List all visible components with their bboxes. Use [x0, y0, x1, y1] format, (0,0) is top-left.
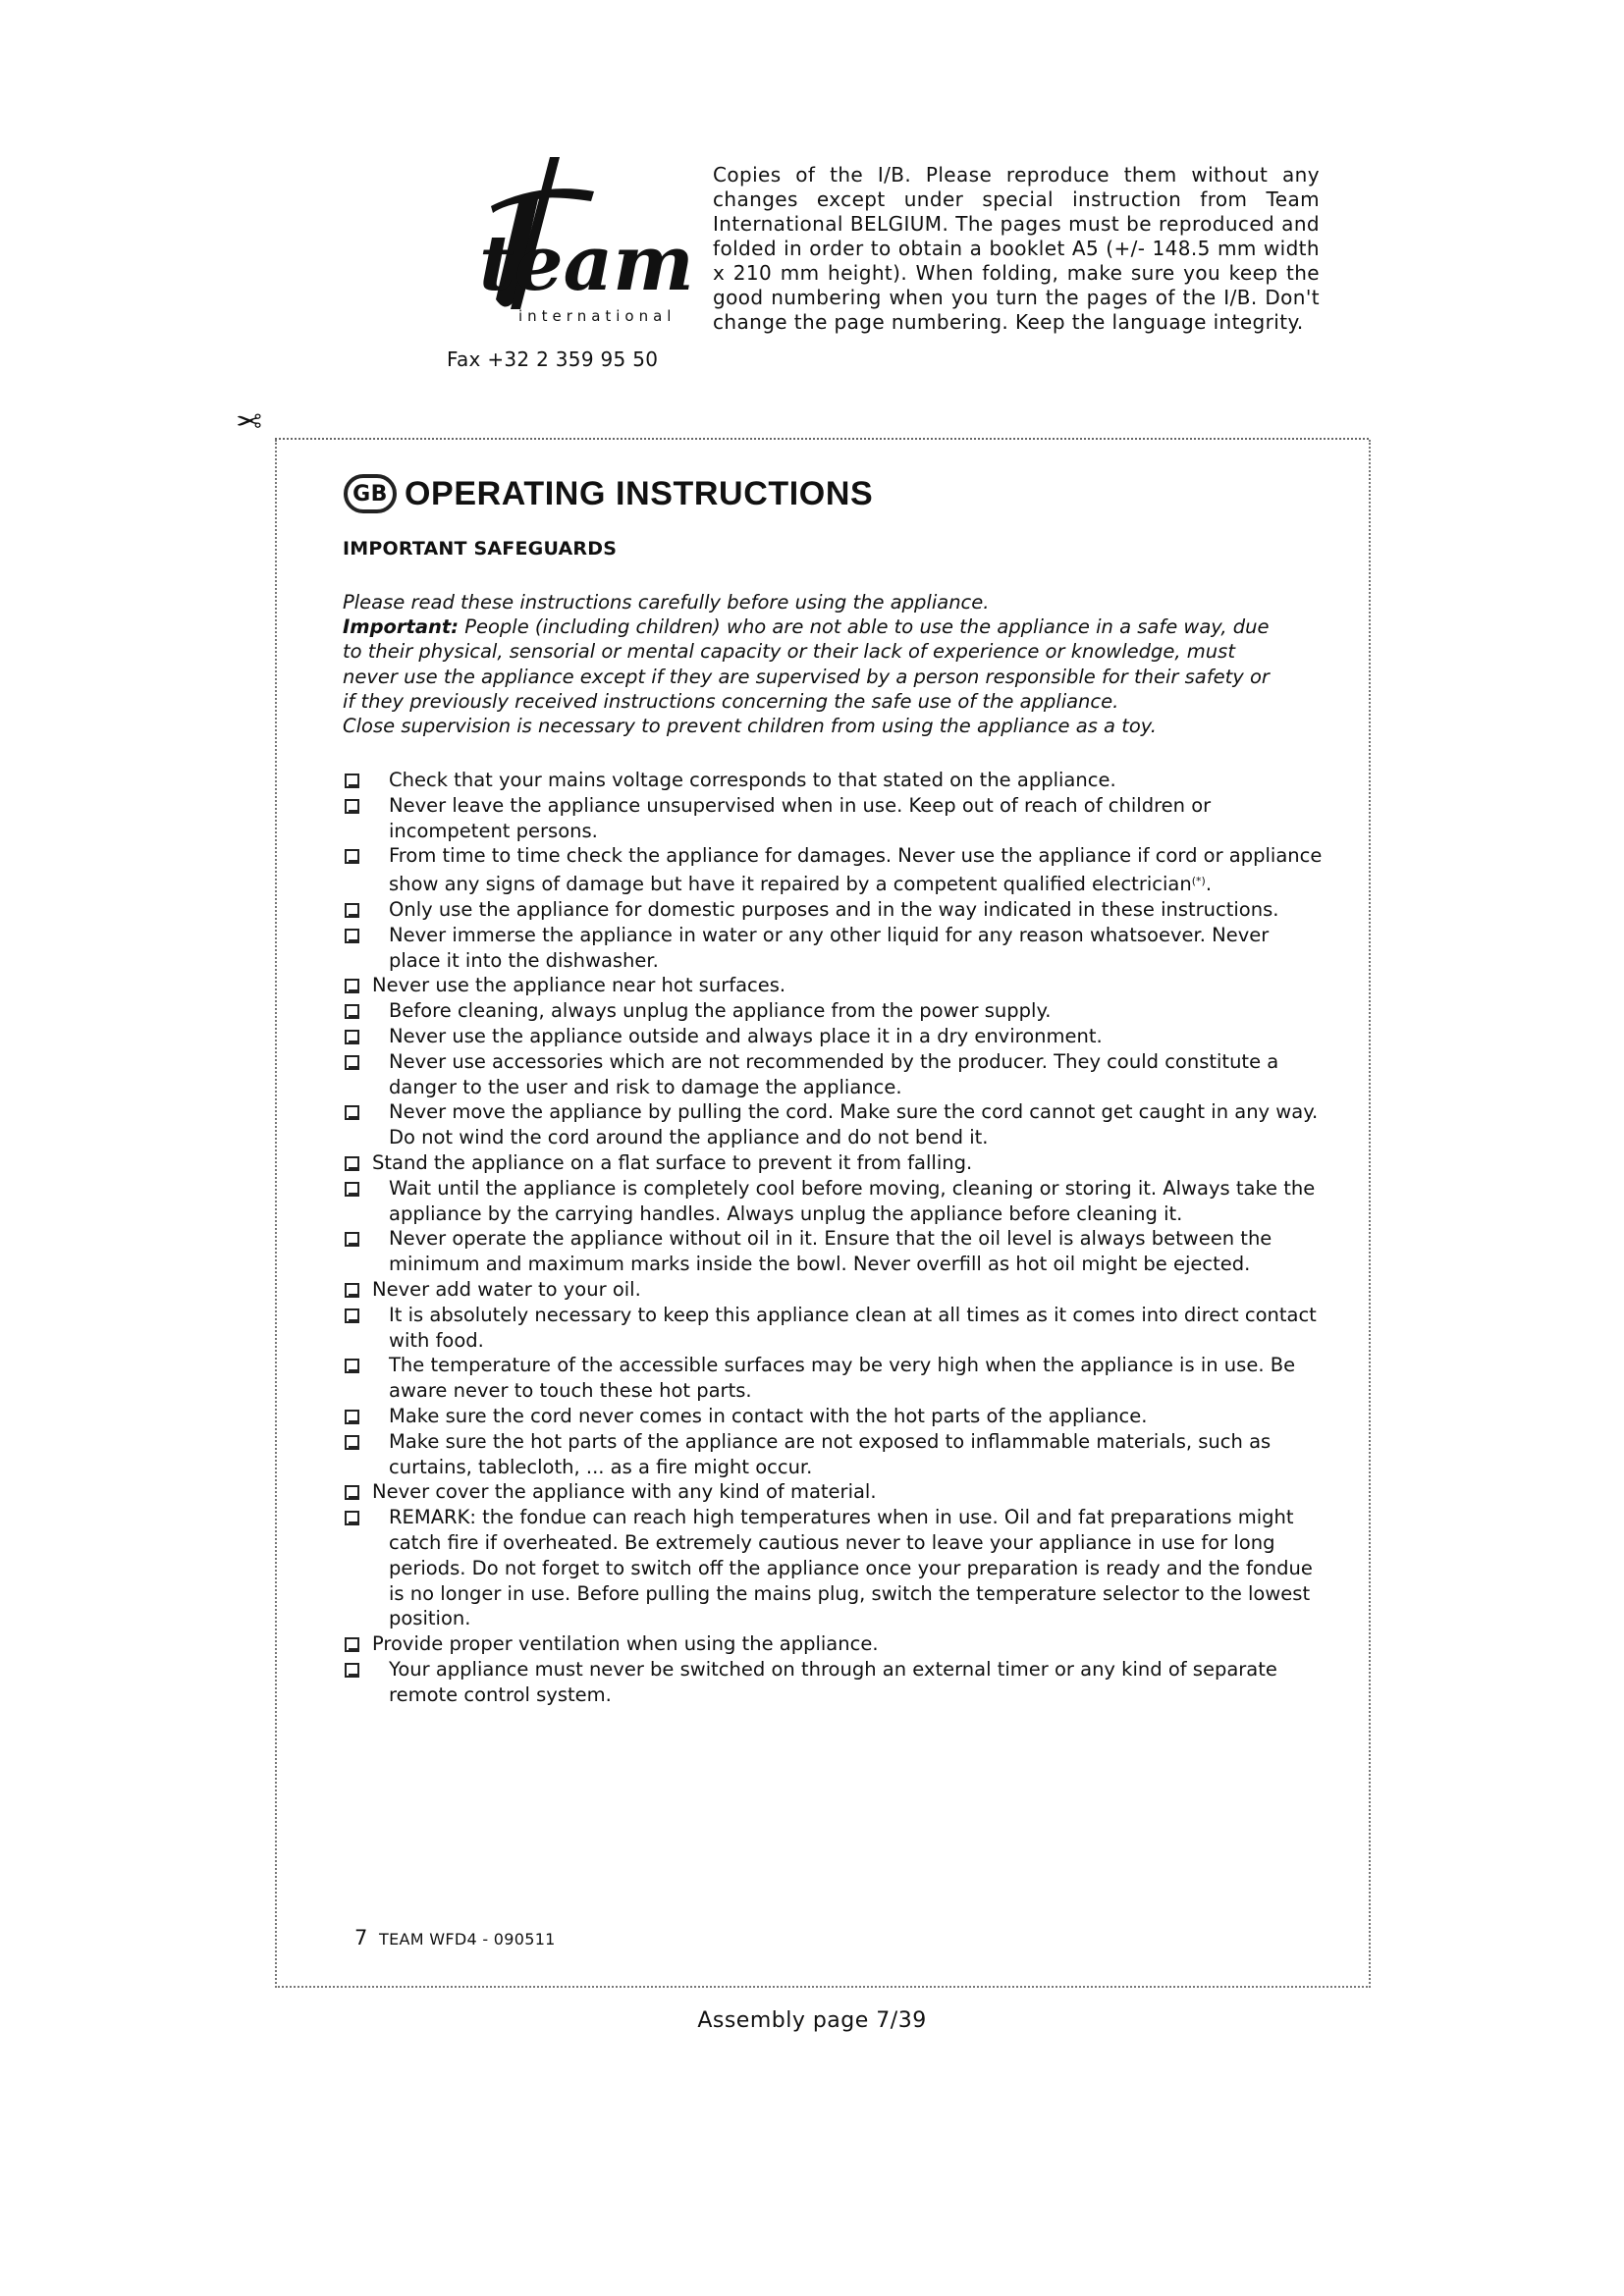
list-item: [343, 1505, 1325, 1631]
checkbox-bullet-icon: [345, 929, 359, 943]
list-item: [343, 998, 1325, 1024]
list-item: [343, 1429, 1325, 1480]
checkbox-bullet-icon: [345, 1232, 359, 1247]
checkbox-bullet-icon: [345, 1105, 359, 1120]
fax-number: Fax +32 2 359 95 50: [447, 347, 659, 371]
important-label: Important:: [343, 615, 460, 639]
list-item: [343, 1303, 1325, 1354]
list-item: [343, 973, 1325, 998]
logo-subtitle: international: [518, 307, 677, 325]
intro-text: [343, 590, 1275, 738]
list-item: [343, 1277, 1325, 1303]
list-item-text: Never cover the appliance with any kind of material.: [372, 1480, 877, 1504]
list-item: [343, 843, 1325, 897]
copies-note: Copies of the I/B. Please reproduce them without any changes except under special instruction from Team International BELGIUM. The pages must be reproduced and folded in order to obtain a booklet A5 (+/- 148.5 mm width x 210 mm height). When folding, make sure you keep the good numbering when you turn the pages of the I/B. Don't change the page numbering. Keep the language integrity.: [713, 163, 1320, 334]
list-item-text: Never add water to your oil.: [372, 1277, 641, 1301]
list-item-text: Provide proper ventilation when using the appliance.: [372, 1632, 879, 1656]
section-subtitle: IMPORTANT SAFEGUARDS: [343, 538, 618, 560]
checkbox-bullet-icon: [345, 1030, 359, 1044]
checkbox-bullet-icon: [345, 1055, 359, 1070]
team-logo: [422, 152, 694, 358]
list-item-text: Make sure the cord never comes in contact with the hot parts of the appliance.: [389, 1404, 1148, 1427]
checkbox-bullet-icon: [345, 1485, 359, 1500]
important-text: People (including children) who are not able to use the appliance in a safe way, due to their physical, sensorial or mental capacity or their lack of experience or knowledge, must never use the appliance except if they are supervised by a person responsible for their safety or if they previously received instructions concerning the safe use of the appliance.: [343, 615, 1270, 713]
checkbox-bullet-icon: [345, 1663, 359, 1678]
list-item: [343, 897, 1325, 923]
list-item: [343, 1176, 1325, 1227]
list-item: [343, 1353, 1325, 1404]
checkbox-bullet-icon: [345, 1359, 359, 1373]
list-item: [343, 793, 1325, 844]
checkbox-bullet-icon: [345, 1283, 359, 1298]
list-item: [343, 1226, 1325, 1277]
list-item-text: Never move the appliance by pulling the cord. Make sure the cord cannot get caught in any way. Do not wind the cord around the appliance and do not bend it.: [389, 1100, 1319, 1149]
checkbox-bullet-icon: [345, 1308, 359, 1323]
list-item-text: Never immerse the appliance in water or any other liquid for any reason whatsoever. Never place it into the dishwasher.: [389, 923, 1270, 972]
checkbox-bullet-icon: [345, 1410, 359, 1424]
page-number: 7: [354, 1926, 368, 1949]
logo-word: team: [479, 219, 694, 308]
list-item-text: REMARK: the fondue can reach high temperatures when in use. Oil and fat preparations might catch fire if overheated. Be extremely cautious never to leave your appliance in use for long periods. Do not forget to switch off the appliance once your preparation is ready and the fondue is no longer in use. Before pulling the mains plug, switch the temperature selector to the lowest position.: [389, 1506, 1313, 1630]
important-paragraph: [343, 614, 1275, 714]
list-item-text: Never use accessories which are not recommended by the producer. They could constitute a danger to the user and risk to damage the appliance.: [389, 1049, 1279, 1098]
list-item-text: Never leave the appliance unsupervised when in use. Keep out of reach of children or incompetent persons.: [389, 793, 1212, 842]
checkbox-bullet-icon: [345, 1156, 359, 1171]
list-item-text: Only use the appliance for domestic purposes and in the way indicated in these instructions.: [389, 897, 1279, 921]
list-item-text: Before cleaning, always unplug the appliance from the power supply.: [389, 999, 1052, 1023]
checkbox-bullet-icon: [345, 849, 359, 864]
safeguard-list: [343, 768, 1325, 1707]
list-item: [343, 1099, 1325, 1150]
scissors-icon: ✂: [236, 401, 262, 439]
page-title: OPERATING INSTRUCTIONS: [405, 474, 874, 512]
list-item: [343, 1049, 1325, 1100]
checkbox-bullet-icon: [345, 1182, 359, 1197]
list-item: [343, 1631, 1325, 1657]
list-item-text: Check that your mains voltage corresponds to that stated on the appliance.: [389, 769, 1116, 791]
checkbox-bullet-icon: [345, 903, 359, 918]
intro-line: Please read these instructions carefully before using the appliance.: [343, 591, 990, 614]
footnote-marker: (*): [1191, 875, 1206, 888]
list-item-text: The temperature of the accessible surfaces may be very high when the appliance is in use. Be aware never to touch these hot parts.: [389, 1354, 1296, 1403]
list-item: [343, 1479, 1325, 1505]
list-item-text: Make sure the hot parts of the appliance are not exposed to inflammable materials, such as curtains, tablecloth, ... as a fire might occur.: [389, 1429, 1272, 1478]
checkbox-bullet-icon: [345, 979, 359, 993]
checkbox-bullet-icon: [345, 1435, 359, 1450]
list-item-text: Your appliance must never be switched on through an external timer or any kind of separate remote control system.: [389, 1657, 1277, 1706]
list-item-text: From time to time check the appliance for damages. Never use the appliance if cord or appliance show any signs of damage but have it repaired by a competent qualified electrician: [389, 844, 1323, 896]
intro-line: Close supervision is necessary to prevent children from using the appliance as a toy.: [343, 715, 1157, 738]
list-item: [343, 1657, 1325, 1708]
list-item-text: Never use the appliance near hot surfaces.: [372, 974, 786, 997]
checkbox-bullet-icon: [345, 1637, 359, 1652]
list-item: [343, 768, 1325, 793]
list-item: [343, 1404, 1325, 1429]
checkbox-bullet-icon: [345, 1004, 359, 1019]
list-item-text: Never operate the appliance without oil in it. Ensure that the oil level is always between the minimum and maximum marks inside the bowl. Never overfill as hot oil might be ejected.: [389, 1227, 1272, 1276]
section-header: [344, 469, 873, 518]
checkbox-bullet-icon: [345, 799, 359, 814]
list-item-tail: .: [1205, 873, 1213, 896]
list-item: [343, 923, 1325, 974]
document-code: TEAM WFD4 - 090511: [379, 1930, 556, 1949]
list-item: [343, 1024, 1325, 1049]
list-item-text: Stand the appliance on a flat surface to prevent it from falling.: [372, 1150, 973, 1174]
team-logo-graphic: [422, 152, 694, 329]
list-item: [343, 1150, 1325, 1176]
list-item-text: Never use the appliance outside and always place it in a dry environment.: [389, 1024, 1103, 1047]
list-item-text: Wait until the appliance is completely cool before moving, cleaning or storing it. Always take the appliance by the carrying handles. Always unplug the appliance before cleaning it.: [389, 1176, 1316, 1225]
checkbox-bullet-icon: [345, 774, 359, 788]
language-badge: GB: [344, 474, 397, 513]
checkbox-bullet-icon: [345, 1511, 359, 1525]
list-item-text: It is absolutely necessary to keep this appliance clean at all times as it comes into direct contact with food.: [389, 1303, 1317, 1352]
assembly-page: Assembly page 7/39: [697, 2008, 927, 2033]
